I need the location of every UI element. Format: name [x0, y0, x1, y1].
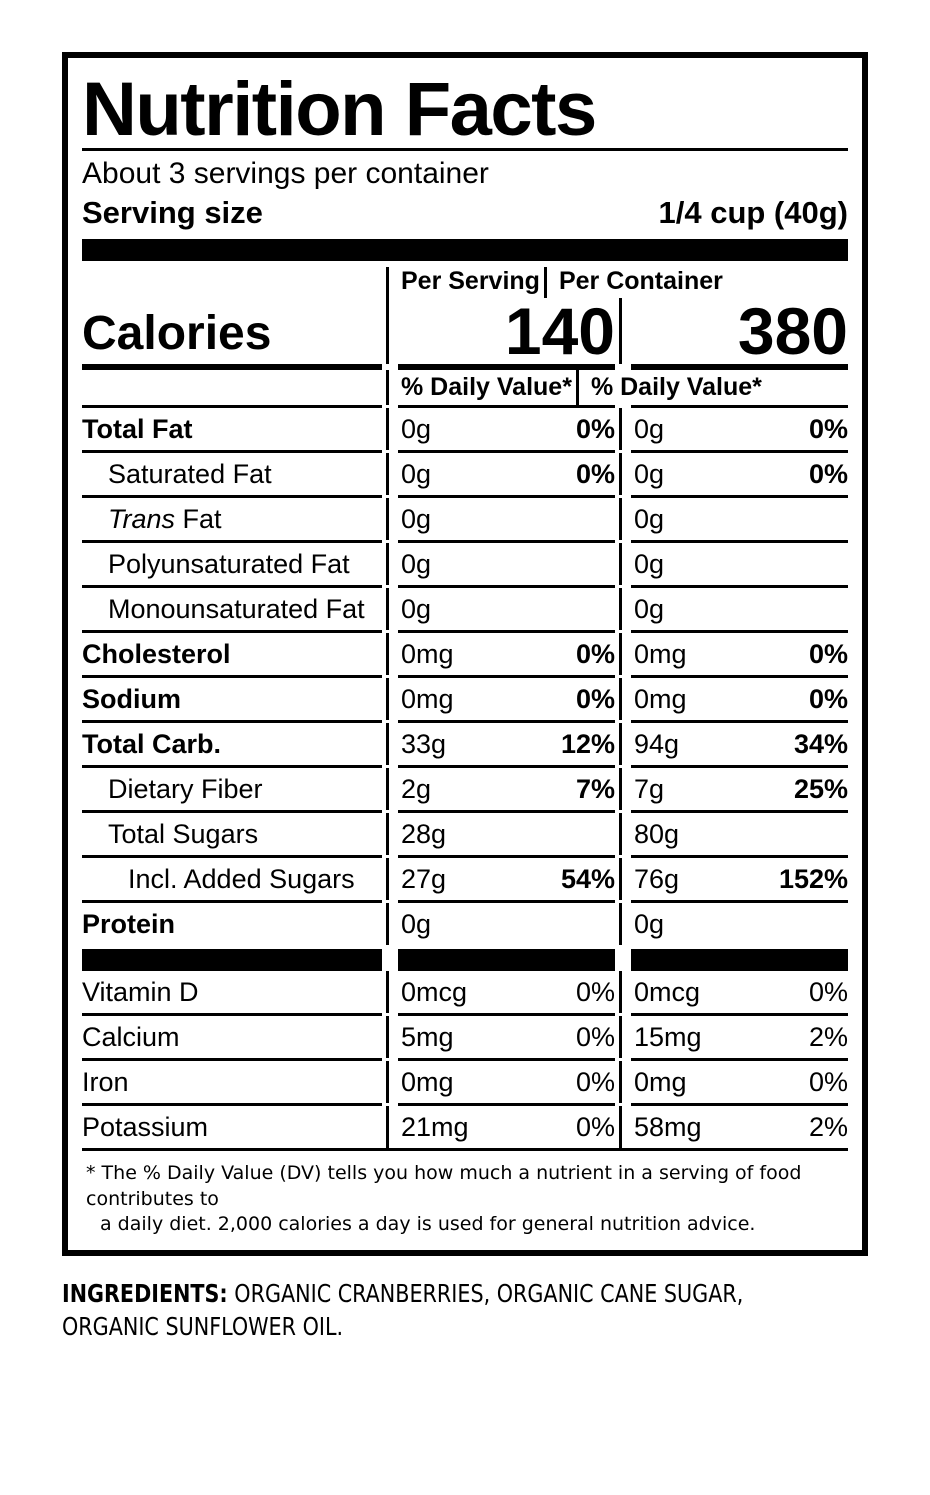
- nutrient-row: [82, 768, 848, 813]
- nutrient-daily-value: 25%: [793, 774, 848, 805]
- nutrient-amount: 5mg: [401, 1022, 454, 1053]
- nutrient-row: [82, 408, 848, 453]
- nutrient-daily-value: 152%: [778, 864, 848, 895]
- micronutrient-per-container-cell: [619, 971, 848, 1013]
- micronutrient-per-serving-cell: [386, 1016, 615, 1058]
- nutrient-per-container-cell: [619, 678, 848, 720]
- nutrient-daily-value: 34%: [793, 729, 848, 760]
- page-title: Nutrition Facts: [82, 67, 596, 152]
- micronutrient-row: [82, 1016, 848, 1061]
- nutrient-amount: 0g: [634, 504, 665, 535]
- nutrient-row: [82, 588, 848, 633]
- nutrient-amount: 0mg: [634, 684, 687, 715]
- nutrient-amount: 0mg: [634, 1067, 687, 1098]
- nutrient-daily-value: 0%: [575, 459, 615, 490]
- nutrient-amount: 76g: [634, 864, 680, 895]
- nutrient-amount: 7g: [634, 774, 665, 805]
- micronutrient-row: [82, 1061, 848, 1106]
- nutrient-daily-value: 54%: [560, 864, 615, 895]
- nutrient-row: [82, 723, 848, 768]
- micronutrient-row: [82, 971, 848, 1016]
- nutrient-name: Total Sugars: [108, 819, 259, 850]
- nutrient-amount: 0mg: [634, 639, 687, 670]
- nutrient-per-serving-cell: [386, 723, 615, 765]
- micronutrient-separator-bar: [82, 949, 848, 971]
- micronutrient-per-container-cell: [619, 1016, 848, 1058]
- nutrient-amount: 0g: [634, 459, 665, 490]
- nutrient-name: Saturated Fat: [108, 459, 272, 490]
- nutrient-amount: 0mg: [401, 639, 454, 670]
- nutrient-row: [82, 498, 848, 543]
- nutrient-amount: 0g: [634, 909, 665, 940]
- nutrient-per-container-cell: [619, 408, 848, 450]
- nutrient-per-serving-cell: [386, 678, 615, 720]
- calories-row: [82, 294, 848, 369]
- nutrient-amount: 94g: [634, 729, 680, 760]
- daily-value-header-row: [82, 370, 848, 405]
- nutrient-daily-value: 0%: [808, 1067, 848, 1098]
- nutrient-amount: 0g: [401, 594, 432, 625]
- ingredients-line-1: ORGANIC CRANBERRIES, ORGANIC CANE SUGAR,: [234, 1279, 744, 1309]
- nutrient-daily-value: 0%: [575, 1067, 615, 1098]
- nutrient-daily-value: 0%: [575, 684, 615, 715]
- nutrition-facts-panel: [62, 52, 868, 1256]
- footnote-divider: [82, 1148, 848, 1151]
- nutrient-amount: 0g: [634, 414, 665, 445]
- nutrient-daily-value: 0%: [808, 684, 848, 715]
- nutrient-per-serving-cell: [386, 453, 615, 495]
- nutrient-daily-value: 7%: [575, 774, 615, 805]
- nutrient-name: Polyunsaturated Fat: [108, 549, 350, 580]
- nutrient-daily-value: 0%: [575, 414, 615, 445]
- nutrient-amount: 0g: [634, 594, 665, 625]
- nutrient-amount: 0g: [401, 459, 432, 490]
- nutrient-per-container-cell: [619, 903, 848, 945]
- footnote: [82, 1151, 848, 1240]
- nutrient-daily-value: 2%: [808, 1112, 848, 1143]
- micronutrient-rows: [82, 971, 848, 1148]
- nutrient-per-container-cell: [619, 453, 848, 495]
- nutrient-row: [82, 678, 848, 723]
- ingredients-block: [62, 1278, 890, 1343]
- nutrient-name: Cholesterol: [82, 639, 231, 670]
- micronutrient-name: Calcium: [82, 1022, 180, 1053]
- nutrient-amount: 0g: [401, 909, 432, 940]
- micronutrient-row: [82, 1106, 848, 1148]
- dv-header-per-container: % Daily Value*: [576, 370, 762, 405]
- nutrient-per-container-cell: [619, 858, 848, 900]
- nutrient-amount: 21mg: [401, 1112, 469, 1143]
- nutrient-per-serving-cell: [386, 633, 615, 675]
- nutrient-amount: 58mg: [634, 1112, 702, 1143]
- calories-label: Calories: [82, 307, 272, 361]
- nutrient-per-serving-cell: [386, 543, 615, 585]
- nutrient-amount: 15mg: [634, 1022, 702, 1053]
- dv-header-per-serving: % Daily Value*: [386, 370, 572, 405]
- nutrient-per-container-cell: [619, 543, 848, 585]
- micronutrient-per-container-cell: [619, 1061, 848, 1103]
- nutrient-daily-value: 2%: [808, 1022, 848, 1053]
- micronutrient-name: Iron: [82, 1067, 129, 1098]
- nutrient-daily-value: 12%: [560, 729, 615, 760]
- serving-size-row: [82, 193, 848, 239]
- nutrient-daily-value: 0%: [808, 977, 848, 1008]
- nutrient-per-serving-cell: [386, 858, 615, 900]
- nutrient-per-container-cell: [619, 588, 848, 630]
- nutrient-name: Monounsaturated Fat: [108, 594, 365, 625]
- footnote-line-1: * The % Daily Value (DV) tells you how much a nutrient in a serving of food contributes to: [86, 1162, 802, 1210]
- nutrient-name: Total Fat: [82, 414, 193, 445]
- nutrient-row: [82, 453, 848, 498]
- nutrient-daily-value: 0%: [575, 639, 615, 670]
- nutrient-amount: 2g: [401, 774, 432, 805]
- nutrient-daily-value: 0%: [575, 977, 615, 1008]
- calories-per-container: 380: [619, 298, 848, 364]
- ingredients-line-2: ORGANIC SUNFLOWER OIL.: [62, 1311, 344, 1341]
- nutrient-amount: 0mg: [401, 684, 454, 715]
- column-header-row: [82, 261, 848, 298]
- nutrient-per-serving-cell: [386, 588, 615, 630]
- calories-per-serving: 140: [386, 298, 615, 364]
- serving-size-value: 1/4 cup (40g): [658, 195, 848, 231]
- ingredients-label: INGREDIENTS:: [62, 1279, 228, 1309]
- nutrient-name: Incl. Added Sugars: [128, 864, 355, 895]
- nutrient-amount: 0g: [401, 414, 432, 445]
- nutrient-daily-value: 0%: [808, 639, 848, 670]
- nutrient-row: [82, 543, 848, 588]
- nutrient-daily-value: 0%: [575, 1022, 615, 1053]
- nutrient-daily-value: 0%: [808, 414, 848, 445]
- micronutrient-name: Vitamin D: [82, 977, 199, 1008]
- nutrient-name: Dietary Fiber: [108, 774, 263, 805]
- nutrient-amount: 0mcg: [634, 977, 701, 1008]
- nutrient-name: Sodium: [82, 684, 181, 715]
- nutrient-amount: 0g: [401, 549, 432, 580]
- nutrient-per-serving-cell: [386, 408, 615, 450]
- micronutrient-name: Potassium: [82, 1112, 209, 1143]
- nutrient-amount: 28g: [401, 819, 447, 850]
- thick-divider-top: [82, 239, 848, 261]
- nutrient-per-container-cell: [619, 633, 848, 675]
- nutrient-amount: 0mg: [401, 1067, 454, 1098]
- nutrient-per-serving-cell: [386, 768, 615, 810]
- nutrient-row: [82, 813, 848, 858]
- nutrient-daily-value: 0%: [575, 1112, 615, 1143]
- micronutrient-per-serving-cell: [386, 1106, 615, 1148]
- nutrient-row: [82, 633, 848, 678]
- nutrient-name: Trans Fat: [108, 504, 222, 535]
- nutrient-per-container-cell: [619, 723, 848, 765]
- nutrient-row: [82, 858, 848, 903]
- nutrient-name: Protein: [82, 909, 176, 940]
- nutrient-amount: 27g: [401, 864, 447, 895]
- column-header-per-serving: Per Serving: [386, 267, 540, 298]
- footnote-line-2: a daily diet. 2,000 calories a day is used for general nutrition advice.: [100, 1213, 756, 1236]
- nutrient-rows: [82, 408, 848, 945]
- nutrient-per-serving-cell: [386, 813, 615, 855]
- nutrient-name: Total Carb.: [82, 729, 222, 760]
- nutrient-per-serving-cell: [386, 498, 615, 540]
- column-header-per-container: Per Container: [544, 267, 723, 298]
- nutrient-amount: 0g: [634, 549, 665, 580]
- micronutrient-per-container-cell: [619, 1106, 848, 1148]
- nutrient-per-container-cell: [619, 813, 848, 855]
- nutrient-amount: 0g: [401, 504, 432, 535]
- serving-size-label: Serving size: [82, 195, 263, 231]
- nutrient-amount: 33g: [401, 729, 447, 760]
- nutrient-per-container-cell: [619, 498, 848, 540]
- servings-per-container: About 3 servings per container: [82, 157, 489, 191]
- nutrient-amount: 0mcg: [401, 977, 468, 1008]
- micronutrient-per-serving-cell: [386, 971, 615, 1013]
- nutrient-per-container-cell: [619, 768, 848, 810]
- nutrient-per-serving-cell: [386, 903, 615, 945]
- nutrient-daily-value: 0%: [808, 459, 848, 490]
- nutrient-amount: 80g: [634, 819, 680, 850]
- nutrient-row: [82, 903, 848, 945]
- micronutrient-per-serving-cell: [386, 1061, 615, 1103]
